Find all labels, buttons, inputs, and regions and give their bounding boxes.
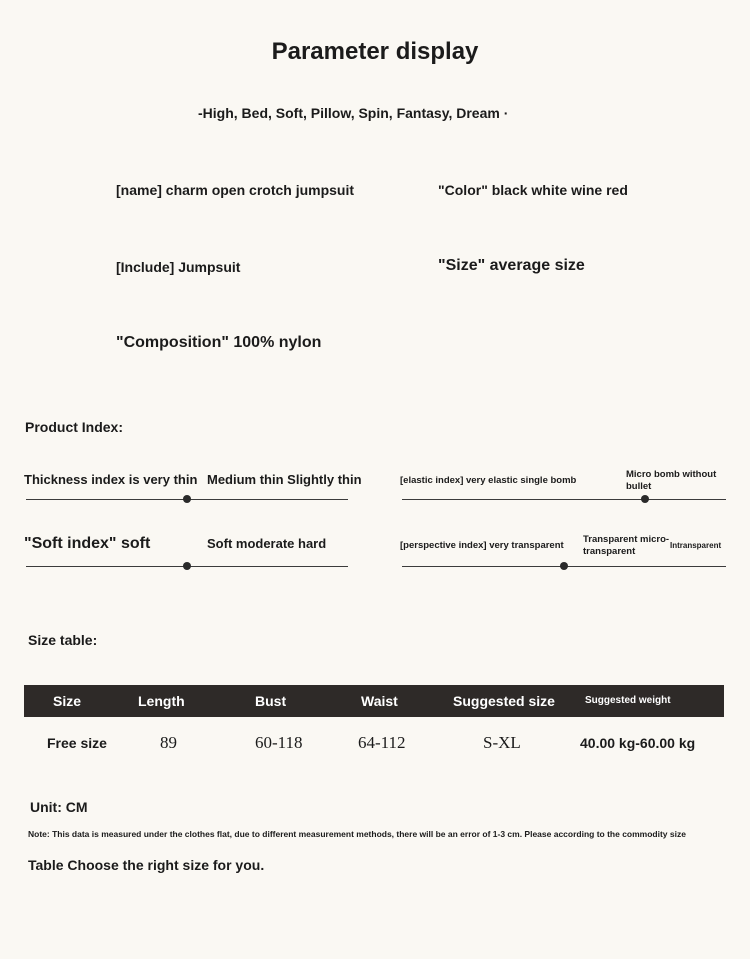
param-include: [Include] Jumpsuit [116,259,241,275]
perspective-index-scale-b: Intransparent [670,541,722,550]
soft-index-label: "Soft index" soft [24,535,151,552]
cell-waist: 64-112 [358,733,406,752]
footer-text: Table Choose the right size for you. [28,857,265,873]
product-index-heading: Product Index: [25,419,124,435]
header-waist: Waist [361,693,398,709]
param-composition: "Composition" 100% nylon [116,334,322,351]
cell-bust: 60-118 [255,733,303,752]
header-bust: Bust [255,693,287,709]
param-size: "Size" average size [438,257,585,274]
size-table-heading: Size table: [28,632,98,648]
cell-size: Free size [47,735,107,751]
unit-label: Unit: CM [30,799,88,815]
size-table-header [24,685,724,717]
thickness-index-marker [183,495,191,503]
soft-index-marker [183,562,191,570]
perspective-index-label: [perspective index] very transparent [400,540,564,551]
elastic-index-marker [641,495,649,503]
cell-length: 89 [160,733,177,752]
page-title: Parameter display [271,38,479,65]
header-suggested-weight: Suggested weight [585,695,671,706]
soft-index-scale: Soft moderate hard [207,536,327,551]
subtitle: -High, Bed, Soft, Pillow, Spin, Fantasy, Dream · [198,105,509,121]
header-size: Size [53,693,82,709]
header-suggested-size: Suggested size [453,693,555,709]
param-color: "Color" black white wine red [438,182,628,198]
thickness-index-scale: Medium thin Slightly thin [207,472,362,487]
elastic-index-scale: Micro bomb without bullet [626,469,717,492]
param-name: [name] charm open crotch jumpsuit [116,182,355,198]
measurement-note: Note: This data is measured under the clothes flat, due to different measurement methods, there will be an error of 1-3 cm. Please according to the commodity size [28,829,686,839]
cell-suggested-size: S-XL [483,733,521,752]
elastic-index-label: [elastic index] very elastic single bomb [400,475,577,486]
cell-suggested-weight: 40.00 kg-60.00 kg [580,735,696,751]
thickness-index-label: Thickness index is very thin [24,472,198,487]
perspective-index-scale-a: Transparent micro-transparent [583,534,670,557]
perspective-index-marker [560,562,568,570]
elastic-index-track [402,499,726,500]
header-length: Length [138,693,185,709]
